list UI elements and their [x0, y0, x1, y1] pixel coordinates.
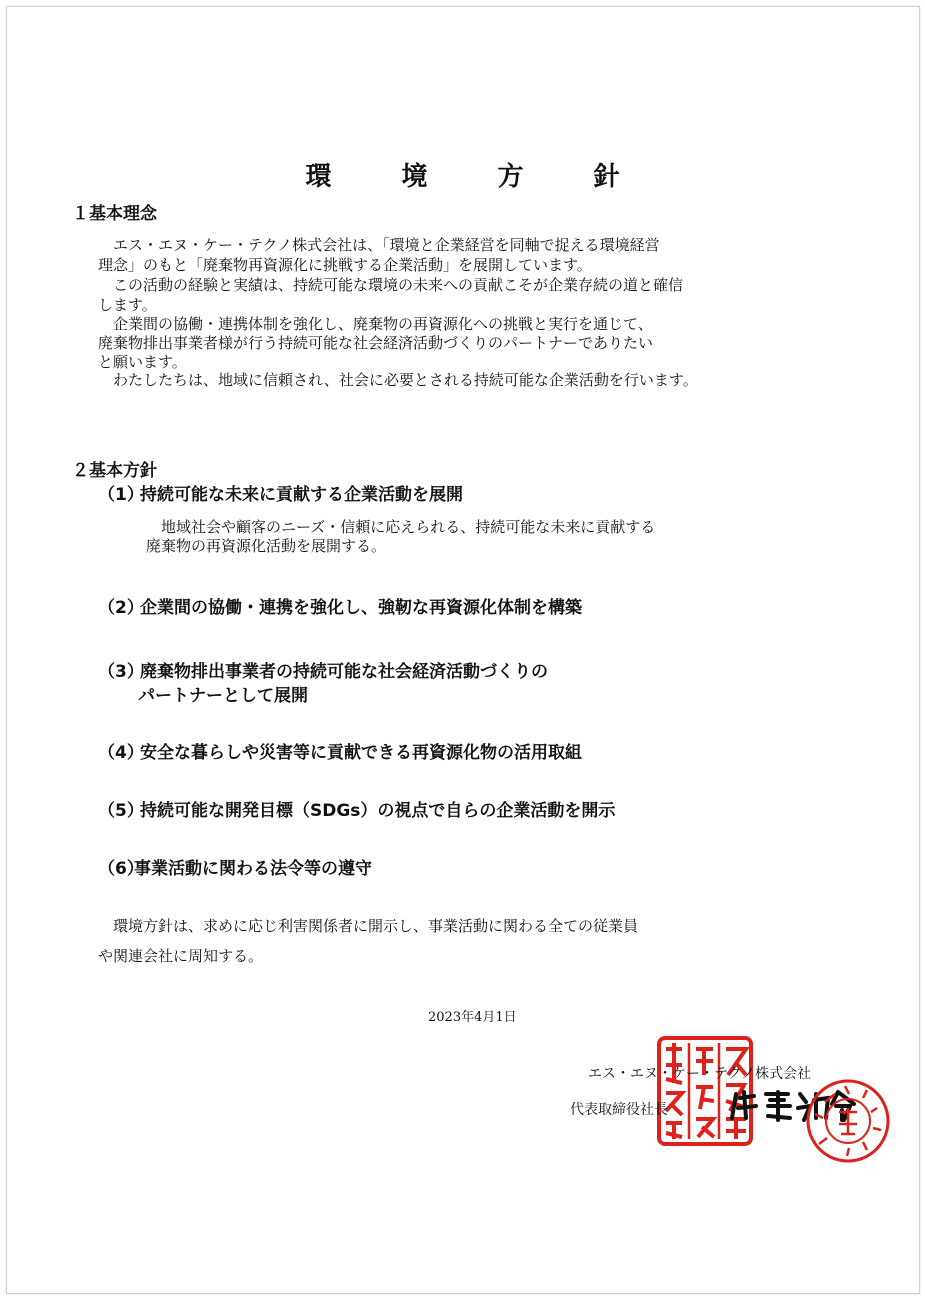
section1-line-4: 企業間の協働・連携体制を強化し、廃棄物の再資源化への挑戦と実行を通じて、 — [98, 315, 653, 333]
policy-item-text: 持続可能な開発目標（SDGs）の視点で自らの企業活動を開示 — [140, 801, 616, 821]
representative-seal-icon — [805, 1078, 891, 1164]
policy-item-6 — [98, 857, 372, 881]
policy-item-2 — [98, 596, 582, 620]
policy-item-number: （4） — [98, 743, 144, 763]
section1-line-1: 理念」のもと「廃棄物再資源化に挑戦する企業活動」を展開しています。 — [98, 256, 592, 274]
policy-item-3 — [98, 660, 548, 708]
section1-heading: １基本理念 — [72, 204, 157, 224]
closing-line-0: 環境方針は、求めに応じ利害関係者に開示し、事業活動に関わる全ての従業員 — [98, 917, 639, 935]
policy-item-text: 持続可能な未来に貢献する企業活動を展開 — [140, 485, 463, 505]
policy-item-subtext: パートナーとして展開 — [138, 686, 308, 706]
policy-item-number: （1） — [98, 485, 144, 505]
policy-item-1-desc-1: 廃棄物の再資源化活動を展開する。 — [146, 537, 387, 555]
policy-item-1-desc-0: 地域社会や顧客のニーズ・信頼に応えられる、持続可能な未来に貢献する — [146, 518, 656, 536]
closing-line-1: や関連会社に周知する。 — [98, 947, 264, 965]
policy-item-text: 安全な暮らしや災害等に貢献できる再資源化物の活用取組 — [140, 743, 582, 763]
policy-item-5 — [98, 799, 615, 823]
policy-item-text: 廃棄物排出事業者の持続可能な社会経済活動づくりの — [140, 662, 548, 682]
policy-item-text: 企業間の協働・連携を強化し、強靭な再資源化体制を構築 — [140, 598, 582, 618]
section2-heading: ２基本方針 — [72, 461, 157, 481]
document-date: 2023年4月1日 — [428, 1010, 517, 1025]
section1-line-6: と願います。 — [98, 353, 187, 371]
section1-line-7: わたしたちは、地域に信頼され、社会に必要とされる持続可能な企業活動を行います。 — [98, 371, 698, 389]
document-title: 環 境 方 針 — [305, 162, 642, 192]
policy-item-4 — [98, 741, 582, 765]
policy-item-number: （2） — [98, 598, 144, 618]
section1-line-3: します。 — [98, 296, 157, 314]
policy-item-1 — [98, 483, 463, 507]
company-name: エス・エヌ・ケー・テクノ株式会社 — [588, 1066, 812, 1082]
section1-line-2: この活動の経験と実績は、持続可能な環境の未来への貢献こそが企業存続の道と確信 — [98, 276, 684, 294]
policy-item-text: 事業活動に関わる法令等の遵守 — [134, 859, 372, 879]
policy-item-number: （3） — [98, 662, 144, 682]
section1-line-0: エス・エヌ・ケー・テクノ株式会社は、「環境と企業経営を同軸で捉える環境経営 — [98, 236, 660, 254]
signer-position: 代表取締役社長 — [570, 1102, 668, 1118]
policy-item-number: （5） — [98, 801, 144, 821]
section1-line-5: 廃棄物排出事業者様が行う持続可能な社会経済活動づくりのパートナーでありたい — [98, 334, 654, 352]
policy-item-number: （6） — [98, 859, 144, 879]
